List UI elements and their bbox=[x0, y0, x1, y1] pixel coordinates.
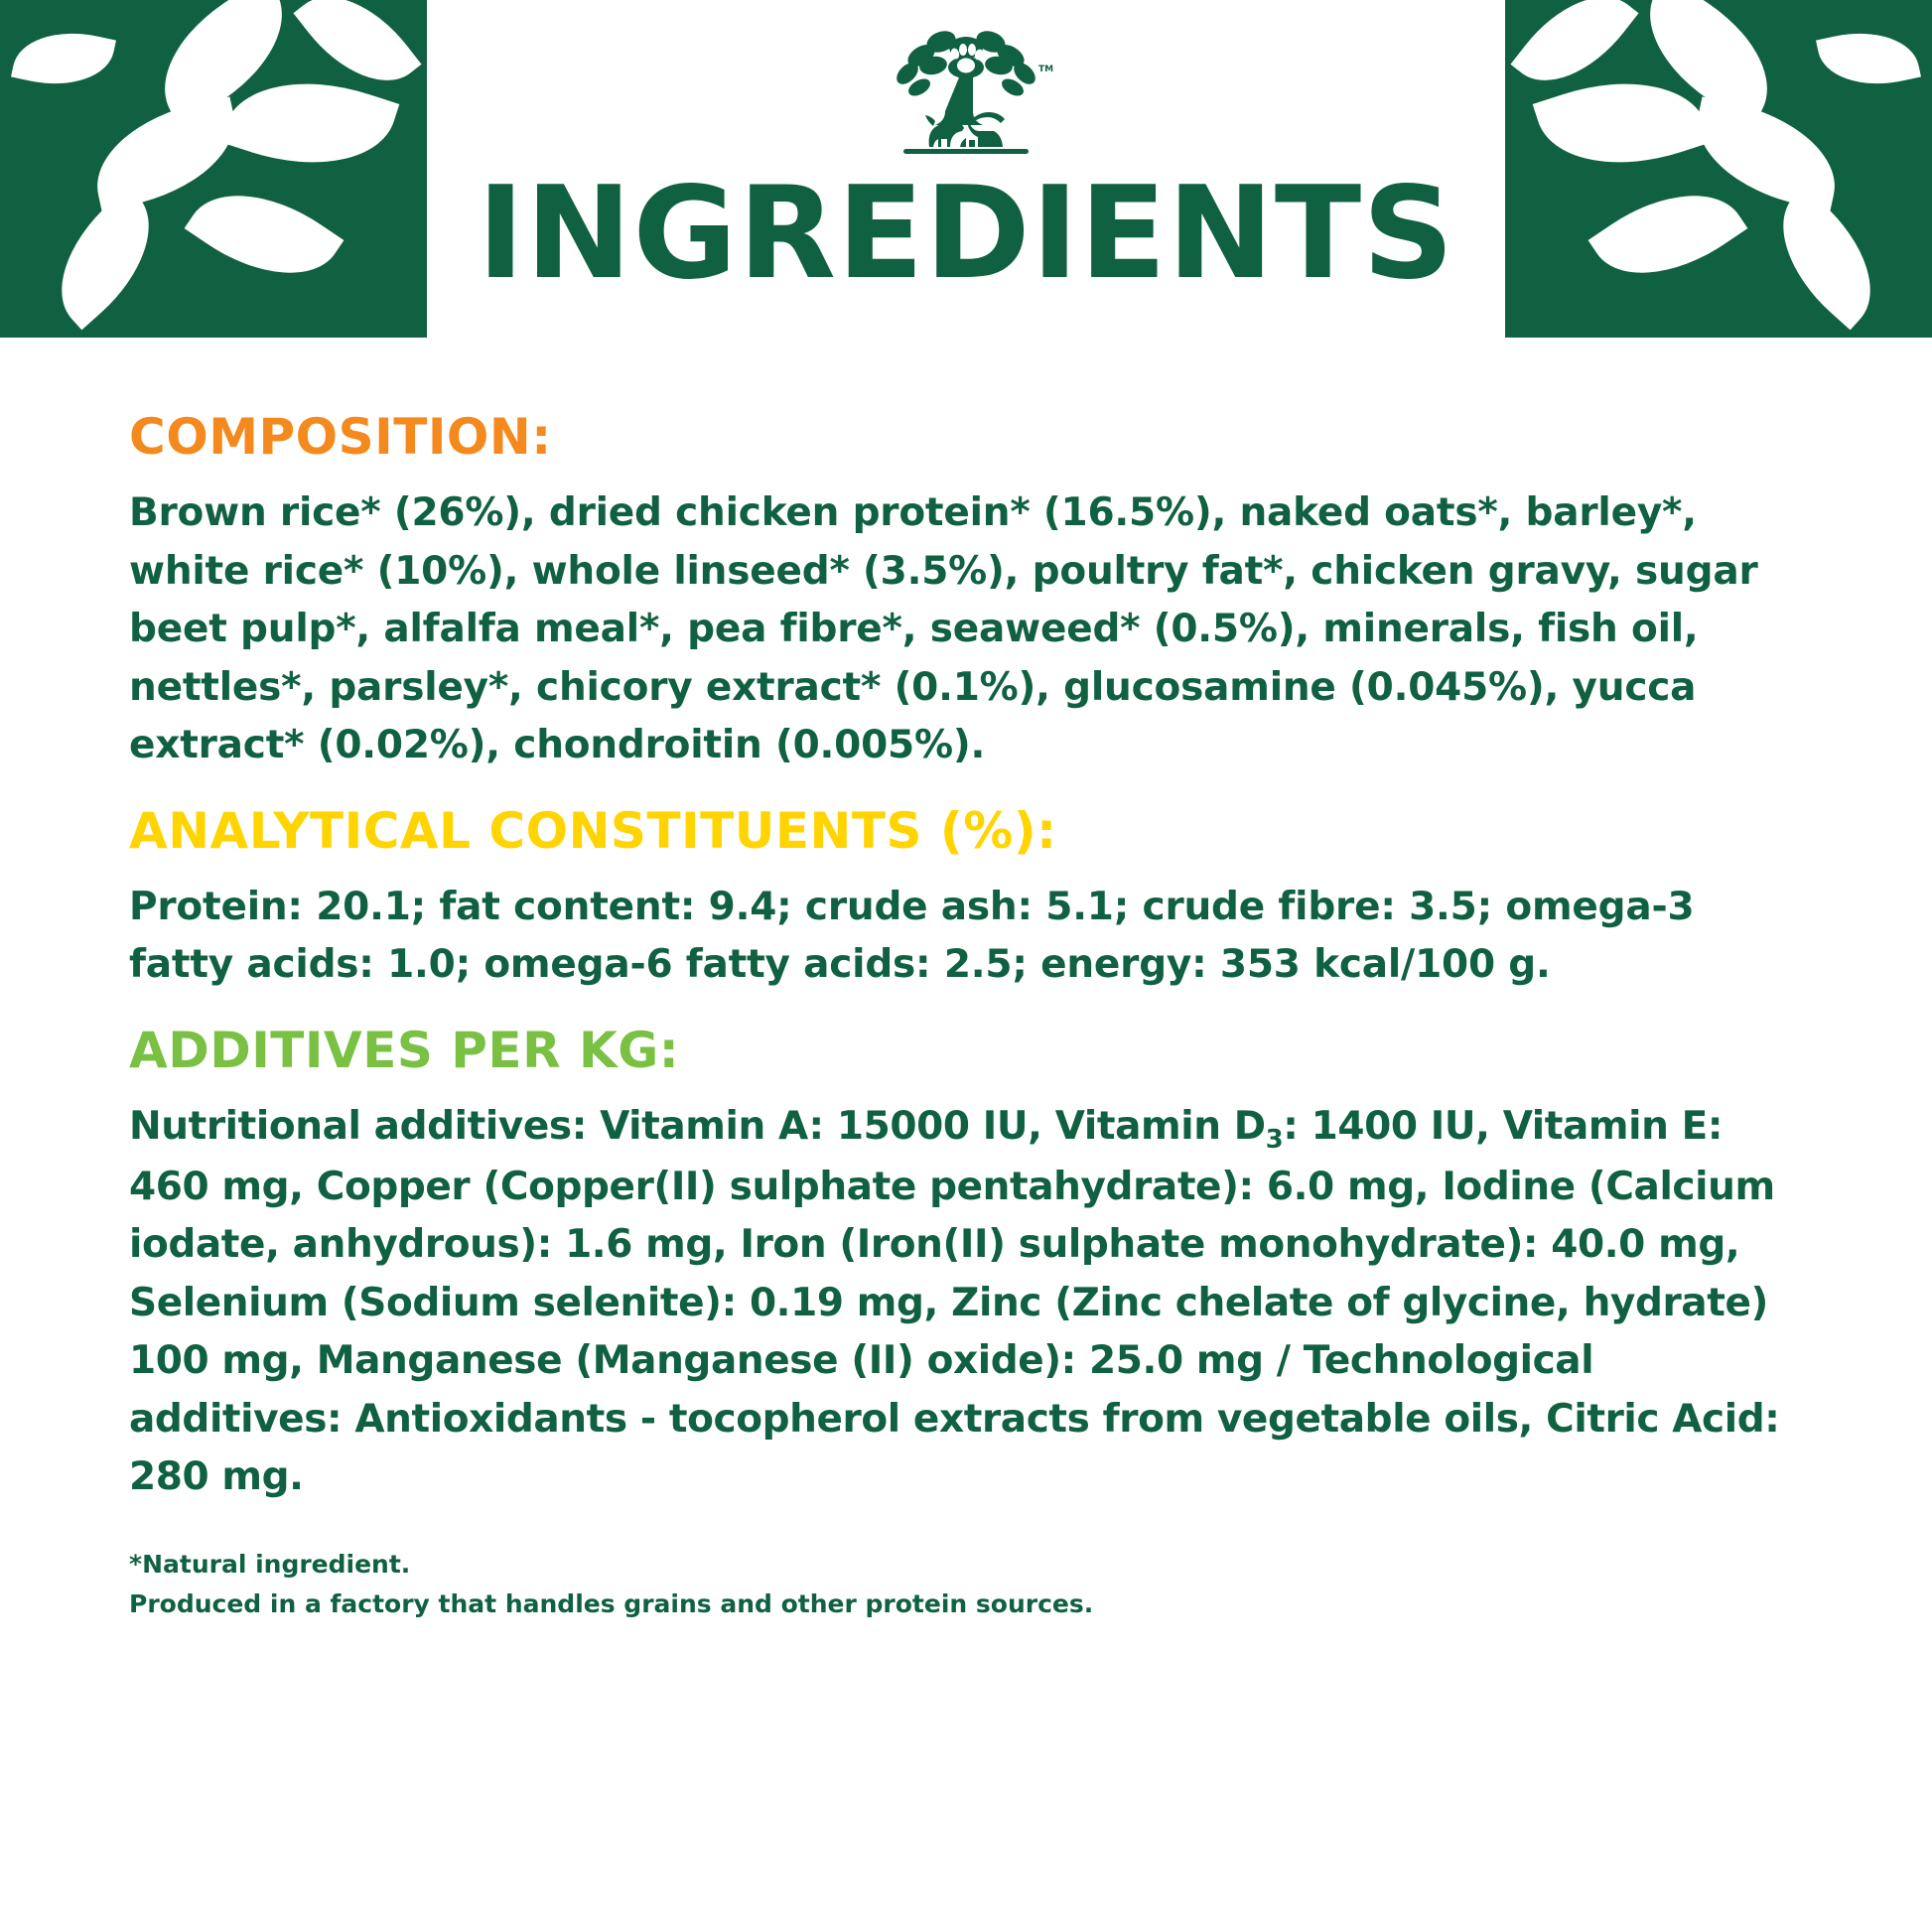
composition-text: Brown rice* (26%), dried chicken protein* (16.5%), naked oats*, barley*, white rice* (10%), whole linseed* (3.5%), poultry fat*, chicken gravy, sugar beet pulp*, alfalfa meal*, pea fibre*, seaweed* (0.5%), minerals, fish oil, nettles*, parsley*, chicory extract* (0.1%), glucosamine (0.045%), yucca extract* (0.02%), chondroitin (0.005%). bbox=[129, 490, 1758, 767]
natural-ingredient-note: *Natural ingredient. bbox=[129, 1549, 411, 1579]
leaf-icon bbox=[11, 21, 116, 97]
analytical-constituents-heading: ANALYTICAL CONSTITUENTS (%): bbox=[129, 801, 1057, 860]
label-content bbox=[0, 338, 1932, 1624]
additives-text bbox=[129, 1098, 1803, 1507]
additives-section bbox=[129, 1021, 1803, 1507]
additives-subscript: 3 bbox=[1265, 1124, 1284, 1155]
additives-text-part2: : 1400 IU, Vitamin E: 460 mg, Copper (Copper(II) sulphate pentahydrate): 6.0 mg, Iodine (Calcium iodate, anhydrous): 1.6 mg, Iron (Iron(II) sulphate monohydrate): 40.0 mg, Selenium (Sodium selenite): 0.19 mg, Zinc (Zinc chelate of glycine, hydrate) 100 mg, Manganese (Manganese (II) oxide): 25.0 mg / Technological additives: Antioxidants - tocopherol extracts from vegetable oils, Citric Acid: 280 mg. bbox=[129, 1103, 1780, 1500]
trademark-symbol: TM bbox=[1038, 65, 1054, 74]
composition-heading: COMPOSITION: bbox=[129, 408, 552, 466]
leaf-icon bbox=[1816, 21, 1921, 97]
header-banner bbox=[0, 0, 1932, 338]
footnotes bbox=[129, 1545, 1803, 1624]
analytical-constituents-text: Protein: 20.1; fat content: 9.4; crude ash: 5.1; crude fibre: 3.5; omega-3 fatty acids: 1.0; omega-6 fatty acids: 2.5; energy: 353 kcal/100 g. bbox=[129, 884, 1695, 987]
analytical-constituents-section bbox=[129, 801, 1803, 995]
additives-text-part1: Nutritional additives: Vitamin A: 15000 IU, Vitamin D bbox=[129, 1103, 1266, 1149]
additives-heading: ADDITIVES PER KG: bbox=[129, 1021, 680, 1079]
factory-note: Produced in a factory that handles grains and other protein sources. bbox=[129, 1588, 1094, 1618]
tree-with-dog-and-cat-logo bbox=[872, 22, 1060, 161]
composition-section bbox=[129, 407, 1803, 775]
page-title: INGREDIENTS bbox=[477, 160, 1455, 308]
